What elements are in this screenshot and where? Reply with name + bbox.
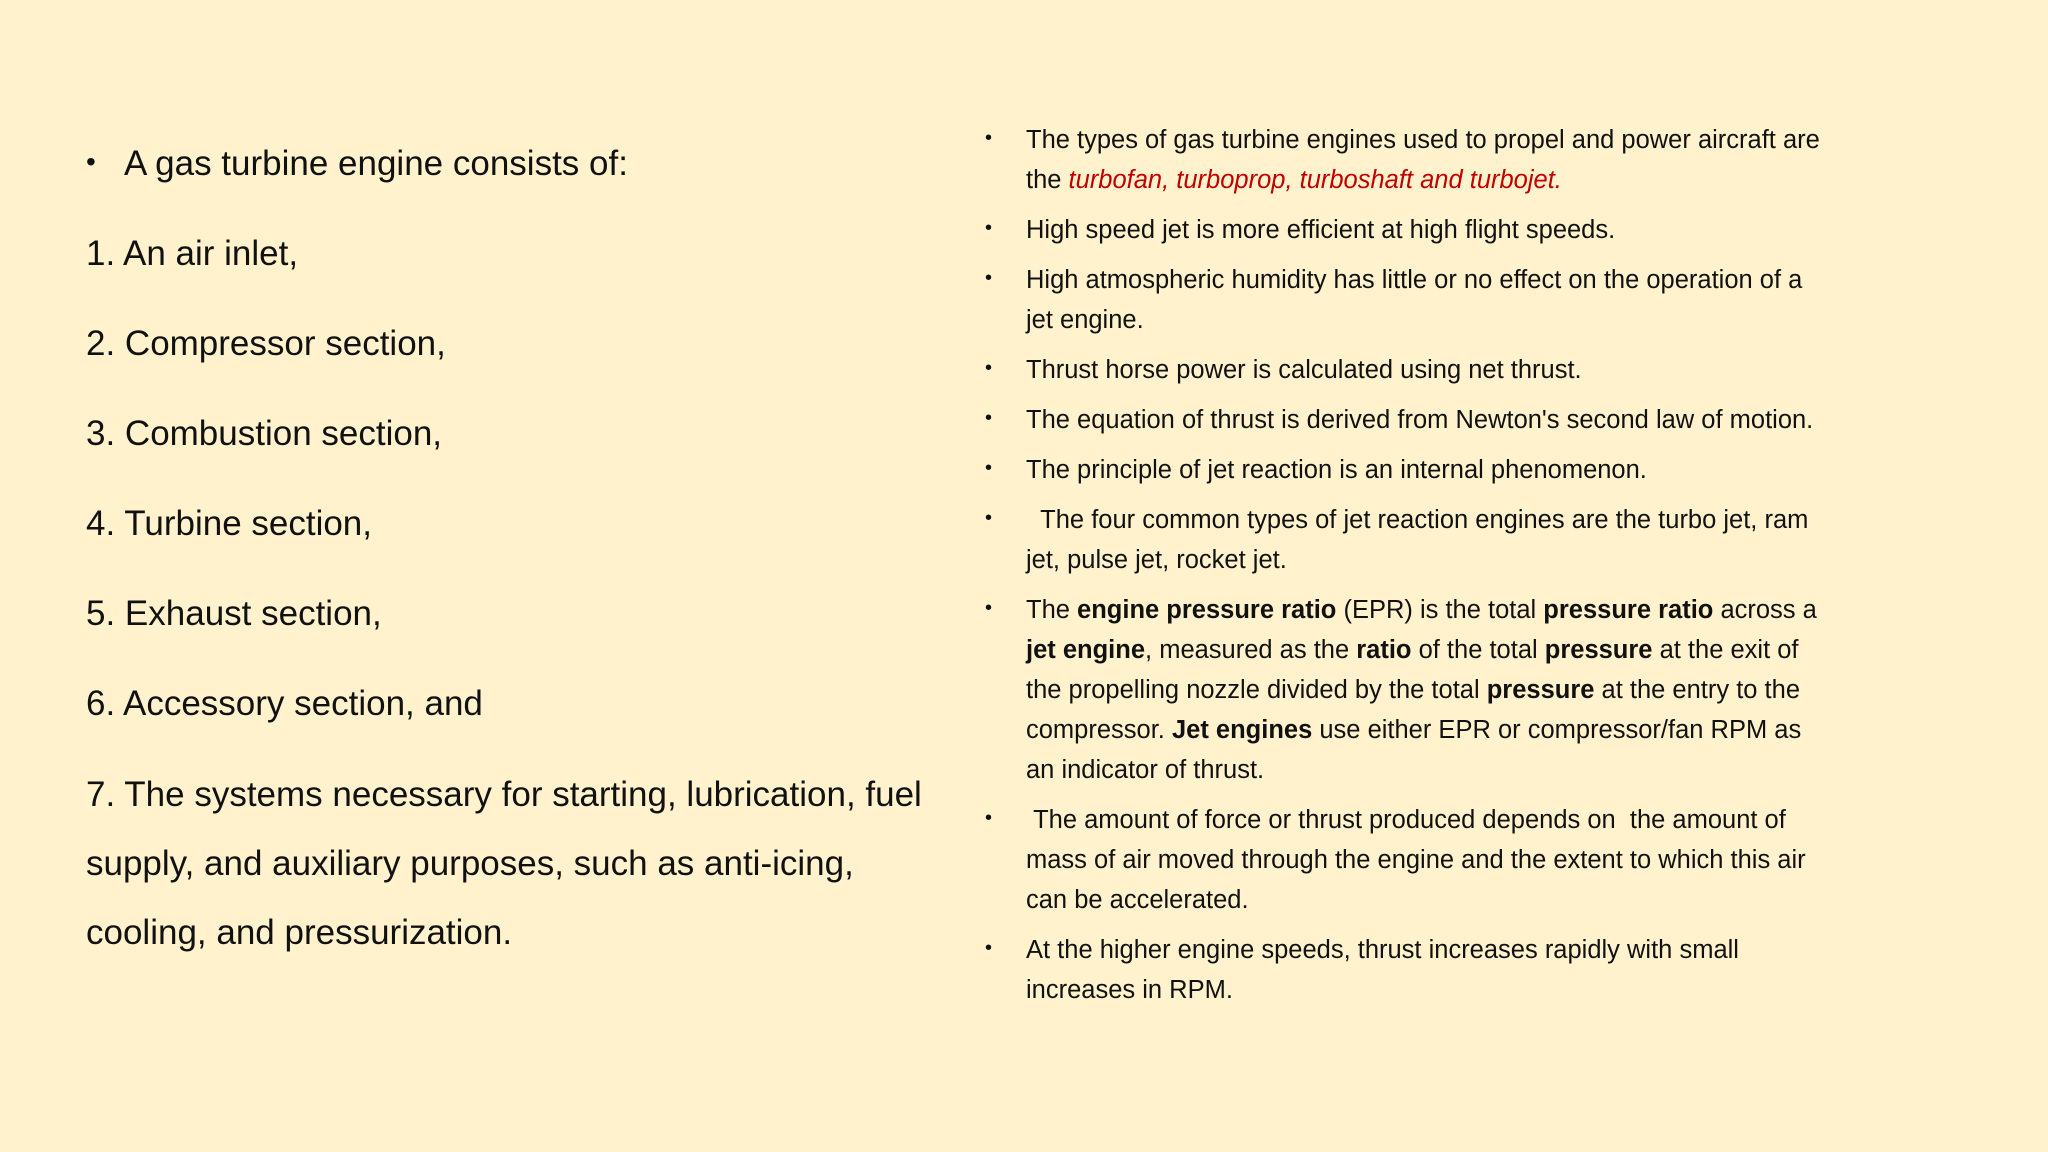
fact-text: The amount of force or thrust produced depends on the amount of mass of air moved through the engine and the extent to which this air can be accelerated. xyxy=(1026,806,1813,914)
epr-text: of the total xyxy=(1411,636,1545,664)
list-item-exhaust: 5. Exhaust section, xyxy=(86,594,382,633)
fact-high-speed-jet xyxy=(985,210,1835,250)
fact-text: The equation of thrust is derived from Newton's second law of motion. xyxy=(1026,406,1814,434)
left-column xyxy=(86,140,946,1009)
bullet-marker: • xyxy=(985,127,993,149)
fact-epr xyxy=(985,590,1835,790)
fact-thrust-equation xyxy=(985,400,1835,440)
bullet-marker: • xyxy=(985,597,993,619)
epr-text: (EPR) is the total xyxy=(1336,596,1544,624)
list-item-combustion: 3. Combustion section, xyxy=(86,414,443,453)
epr-bold: pressure ratio xyxy=(1543,596,1714,624)
right-column xyxy=(985,120,1835,1020)
fact-text: At the higher engine speeds, thrust increases rapidly with small increases in RPM. xyxy=(1026,936,1739,1004)
bullet-marker: • xyxy=(985,457,993,479)
engine-types-highlight: turbofan, turboprop, turboshaft and turbojet. xyxy=(1068,166,1562,194)
fact-text: Thrust horse power is calculated using net thrust. xyxy=(1026,356,1582,384)
fact-engine-types xyxy=(985,120,1835,200)
bullet-marker: • xyxy=(985,807,993,829)
epr-bold: pressure xyxy=(1544,636,1653,664)
fact-thrust-mass xyxy=(985,800,1835,920)
left-intro-text: A gas turbine engine consists of: xyxy=(124,144,628,183)
epr-bold: Jet engines xyxy=(1171,716,1313,744)
epr-text: at the entry to the compressor. xyxy=(1026,676,1800,744)
fact-text: High atmospheric humidity has little or no effect on the operation of a jet engine. xyxy=(1026,266,1803,334)
fact-engine-kinds xyxy=(985,500,1835,580)
bullet-marker: • xyxy=(985,357,993,379)
epr-bold: ratio xyxy=(1356,636,1412,664)
epr-bold: jet engine xyxy=(1026,636,1146,664)
list-item-air-inlet: 1. An air inlet, xyxy=(86,234,299,273)
epr-text: use either EPR or compressor/fan RPM as an indicator of thrust. xyxy=(1026,716,1802,784)
fact-humidity xyxy=(985,260,1835,340)
epr-bold: engine pressure ratio xyxy=(1077,596,1337,624)
fact-text: High speed jet is more efficient at high flight speeds. xyxy=(1026,216,1616,244)
bullet-marker: • xyxy=(985,937,993,959)
epr-bold: pressure xyxy=(1486,676,1595,704)
list-item-accessory: 6. Accessory section, and xyxy=(86,684,483,723)
fact-text: The principle of jet reaction is an internal phenomenon. xyxy=(1026,456,1647,484)
bullet-marker: • xyxy=(86,146,96,177)
list-item-compressor: 2. Compressor section, xyxy=(86,324,446,363)
bullet-marker: • xyxy=(985,507,993,529)
epr-text: The xyxy=(1026,596,1078,624)
list-item-systems: 7. The systems necessary for starting, lubrication, fuel supply, and auxiliary purposes, such as anti-icing, cooling, and pressurization. xyxy=(86,775,922,952)
epr-text: , measured as the xyxy=(1145,636,1357,664)
fact-text: The types of gas turbine engines used to propel and power aircraft are the xyxy=(1026,126,1820,194)
list-item-turbine: 4. Turbine section, xyxy=(86,504,372,543)
bullet-marker: • xyxy=(985,217,993,239)
fact-thrust-rpm xyxy=(985,930,1835,1010)
bullet-marker: • xyxy=(985,267,993,289)
fact-text: The four common types of jet reaction engines are the turbo jet, ram jet, pulse jet, rocket jet. xyxy=(1026,506,1816,574)
epr-text: across a xyxy=(1713,596,1817,624)
left-intro-bullet xyxy=(86,140,946,188)
bullet-marker: • xyxy=(985,407,993,429)
epr-text: at the exit of the propelling nozzle divided by the total xyxy=(1026,636,1799,704)
fact-thrust-horsepower xyxy=(985,350,1835,390)
fact-jet-reaction xyxy=(985,450,1835,490)
